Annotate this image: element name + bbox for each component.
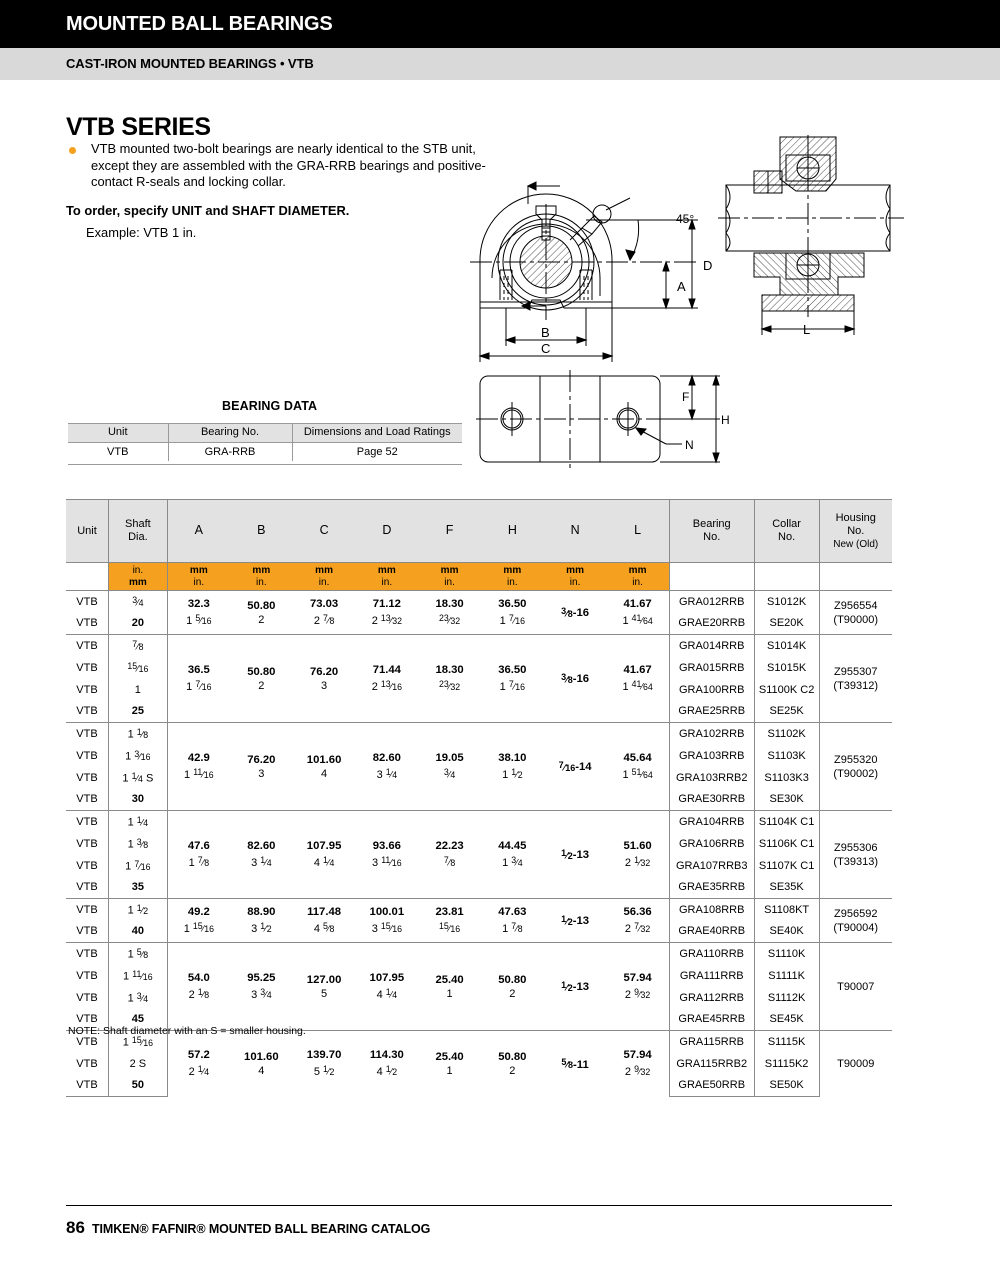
col-header-housing-no: Housing No. New (Old) [819,500,892,563]
cell-shaft-dia: 1 $^{15}⁄_{16}$ [109,1031,168,1053]
cell-shaft-dia: 1 $^3⁄_4$ [109,987,168,1009]
cell-collar-no: S1112K [754,987,819,1009]
cell-dim-A: 47.6 1 $^7⁄_8$ [167,811,230,899]
col-header-D: D [355,500,418,563]
units-cell-L: mm in. [606,563,669,591]
side-view-drawing [718,135,908,385]
cell-dim-A: 54.0 2 $^1⁄_8$ [167,943,230,1031]
footer-rule [66,1205,892,1206]
cell-collar-no: SE35K [754,877,819,899]
bullet-dot-icon [69,147,76,154]
table-note: NOTE: Shaft diameter with an S = smaller housing. [68,1025,306,1037]
cell-shaft-dia: $^3⁄_4$ [109,591,168,613]
cell-dim-H: 36.50 1 $^7⁄_{16}$ [481,635,544,723]
cell-collar-no: SE45K [754,1009,819,1031]
units-cell-collar [754,563,819,591]
cell-dim-B: 95.25 3 $^3⁄_4$ [230,943,293,1031]
cell-housing-no: Z955307 (T39312) [819,635,892,723]
cell-collar-no: S1110K [754,943,819,965]
cell-unit: VTB [76,793,98,806]
dim-label-D: D [703,258,713,273]
cell-bearing-no: GRAE45RRB [669,1009,754,1031]
units-cell-shaft: in. mm [109,563,168,591]
cell-dim-D: 82.60 3 $^1⁄_4$ [355,723,418,811]
bd-rule-top [68,423,462,424]
col-header-C: C [293,500,356,563]
cell-collar-no: SE20K [754,613,819,635]
cell-dim-A: 57.2 2 $^1⁄_4$ [167,1031,230,1097]
cell-dim-H: 47.63 1 $^7⁄_8$ [481,899,544,943]
dim-label-B: B [541,325,550,340]
plan-view-drawing [470,368,730,483]
cell-dim-F: 23.81 $^{15}⁄_{16}$ [418,899,481,943]
cell-dim-L: 41.67 1 $^{41}⁄_{64}$ [606,591,669,635]
cell-collar-no: S1103K [754,745,819,767]
cell-dim-N: $^7⁄_{16}-14$ [544,723,607,811]
cell-shaft-dia: 35 [109,877,168,899]
units-cell-unit [66,563,109,591]
cell-dim-B: 50.80 2 [230,635,293,723]
cell-shaft-dia: 1 $^7⁄_{16}$ [109,855,168,877]
cell-unit: VTB [66,1031,109,1053]
order-instruction: To order, specify UNIT and SHAFT DIAMETER. [66,203,350,218]
cell-bearing-no: GRA014RRB [669,635,754,657]
bd-header-bearing-no: Bearing No. [168,423,292,442]
page-subtitle: CAST-IRON MOUNTED BEARINGS • VTB [66,56,314,71]
cell-bearing-no: GRAE40RRB [669,921,754,943]
col-header-bearing-no: Bearing No. [669,500,754,563]
cell-unit: VTB [76,683,98,696]
page-header-bar [0,0,1000,48]
table-row [66,591,892,613]
cell-unit: VTB [76,617,98,630]
cell-collar-no: S1104K C1 [754,811,819,833]
dim-label-C: C [541,341,551,356]
cell-collar-no: S1111K [754,965,819,987]
cell-dim-A: 49.2 1 $^{15}⁄_{16}$ [167,899,230,943]
col-header-H: H [481,500,544,563]
units-cell-C: mm in. [293,563,356,591]
cell-dim-H: 44.45 1 $^3⁄_4$ [481,811,544,899]
specification-table-body [66,591,892,1097]
cell-shaft-dia: 1 $^1⁄_4$ S [109,767,168,789]
bd-header-dimensions: Dimensions and Load Ratings [292,423,462,442]
cell-collar-no: SE25K [754,701,819,723]
cell-bearing-no: GRA015RRB [669,657,754,679]
units-cell-housing [819,563,892,591]
cell-collar-no: S1115K [754,1031,819,1053]
cell-bearing-no: GRA112RRB [669,987,754,1009]
page-subheader-bar [0,48,1000,80]
units-cell-B: mm in. [230,563,293,591]
cell-dim-N: $^1⁄_2-13$ [544,899,607,943]
table-header-row-units [66,563,892,591]
cell-dim-D: 100.01 3 $^{15}⁄_{16}$ [355,899,418,943]
specification-table [66,499,892,1097]
cell-shaft-dia: $^{15}⁄_{16}$ [109,657,168,679]
cell-dim-C: 73.03 2 $^7⁄_8$ [293,591,356,635]
cell-collar-no: S1015K [754,657,819,679]
table-header-row-labels [66,500,892,563]
cell-dim-F: 25.40 1 [418,943,481,1031]
cell-unit: VTB [76,837,98,850]
cell-housing-no: Z956592 (T90004) [819,899,892,943]
cell-shaft-dia: $^7⁄_8$ [109,635,168,657]
cell-housing-no: T90009 [819,1031,892,1097]
cell-bearing-no: GRAE20RRB [669,613,754,635]
cell-collar-no: SE40K [754,921,819,943]
units-cell-A: mm in. [167,563,230,591]
cell-collar-no: S1103K3 [754,767,819,789]
cell-shaft-dia: 2 S [109,1053,168,1075]
cell-dim-C: 101.60 4 [293,723,356,811]
cell-dim-C: 127.00 5 [293,943,356,1031]
cell-collar-no: SE50K [754,1075,819,1097]
cell-dim-H: 50.80 2 [481,1031,544,1097]
cell-dim-B: 101.60 4 [230,1031,293,1097]
cell-dim-H: 50.80 2 [481,943,544,1031]
cell-unit: VTB [76,661,98,674]
cell-collar-no: S1108KT [754,899,819,921]
dim-label-F: F [682,390,690,404]
cell-dim-N: $^1⁄_2-13$ [544,811,607,899]
units-cell-bearing [669,563,754,591]
bd-header-unit: Unit [68,423,168,442]
cell-shaft-dia: 1 $^5⁄_8$ [109,943,168,965]
cell-bearing-no: GRAE50RRB [669,1075,754,1097]
cell-unit: VTB [76,969,98,982]
cell-bearing-no: GRA103RRB2 [669,767,754,789]
cell-housing-no: T90007 [819,943,892,1031]
cell-shaft-dia: 1 [109,679,168,701]
bearing-data-row [68,442,462,461]
intro-bullet-text: VTB mounted two-bolt bearings are nearly identical to the STB unit, except they are assembled with the GRA-RRB bearings and positive-contact R-seals and locking collar. [91,141,486,189]
cell-housing-no: Z955306 (T39313) [819,811,892,899]
table-row [66,811,892,833]
series-title: VTB SERIES [66,113,211,141]
cell-bearing-no: GRA106RRB [669,833,754,855]
cell-bearing-no: GRA111RRB [669,965,754,987]
cell-shaft-dia: 1 $^3⁄_8$ [109,833,168,855]
cell-dim-D: 114.30 4 $^1⁄_2$ [355,1031,418,1097]
table-row [66,723,892,745]
bd-cell-unit: VTB [107,445,129,458]
col-header-N: N [544,500,607,563]
units-cell-D: mm in. [355,563,418,591]
cell-collar-no: S1107K C1 [754,855,819,877]
cell-collar-no: S1102K [754,723,819,745]
cell-unit: VTB [66,591,109,613]
cell-dim-D: 71.44 2 $^{13}⁄_{16}$ [355,635,418,723]
cell-bearing-no: GRA102RRB [669,723,754,745]
intro-bullet-block [66,141,486,191]
cell-dim-L: 56.36 2 $^7⁄_{32}$ [606,899,669,943]
cell-unit: VTB [66,811,109,833]
cell-bearing-no: GRA110RRB [669,943,754,965]
cell-unit: VTB [76,859,98,872]
cell-dim-L: 45.64 1 $^{51}⁄_{64}$ [606,723,669,811]
col-header-B: B [230,500,293,563]
cell-dim-L: 57.94 2 $^9⁄_{32}$ [606,1031,669,1097]
cell-shaft-dia: 45 [109,1009,168,1031]
cell-unit: VTB [66,899,109,921]
cell-bearing-no: GRA115RRB [669,1031,754,1053]
cell-bearing-no: GRA103RRB [669,745,754,767]
cell-dim-F: 18.30 $^{23}⁄_{32}$ [418,591,481,635]
cell-shaft-dia: 1 $^1⁄_2$ [109,899,168,921]
col-header-A: A [167,500,230,563]
cell-dim-H: 38.10 1 $^1⁄_2$ [481,723,544,811]
cell-dim-N: $^3⁄_8-16$ [544,591,607,635]
cell-bearing-no: GRA115RRB2 [669,1053,754,1075]
cell-housing-no: Z956554 (T90000) [819,591,892,635]
cell-unit: VTB [76,991,98,1004]
table-row [66,899,892,921]
cell-dim-H: 36.50 1 $^7⁄_{16}$ [481,591,544,635]
cell-dim-F: 22.23 $^7⁄_8$ [418,811,481,899]
cell-dim-F: 25.40 1 [418,1031,481,1097]
cell-dim-B: 50.80 2 [230,591,293,635]
cell-unit: VTB [76,749,98,762]
table-row [66,943,892,965]
cell-dim-A: 36.5 1 $^7⁄_{16}$ [167,635,230,723]
cell-dim-B: 88.90 3 $^1⁄_2$ [230,899,293,943]
cell-housing-no: Z955320 (T90002) [819,723,892,811]
cell-bearing-no: GRA012RRB [669,591,754,613]
cell-dim-N: $^5⁄_8-11$ [544,1031,607,1097]
units-cell-H: mm in. [481,563,544,591]
dim-label-H: H [721,413,730,427]
page-number: 86 [66,1218,85,1237]
dim-label-45deg: 45° [676,212,695,226]
cell-dim-A: 42.9 1 $^{11}⁄_{16}$ [167,723,230,811]
cell-dim-B: 76.20 3 [230,723,293,811]
cell-unit: VTB [66,635,109,657]
cell-dim-N: $^3⁄_8-16$ [544,635,607,723]
bearing-data-header-row [68,423,462,442]
col-header-collar-no: Collar No. [754,500,819,563]
cell-bearing-no: GRA104RRB [669,811,754,833]
bearing-data-title: BEARING DATA [222,399,318,413]
cell-shaft-dia: 40 [109,921,168,943]
cell-dim-N: $^1⁄_2-13$ [544,943,607,1031]
table-row [66,635,892,657]
cell-collar-no: S1100K C2 [754,679,819,701]
footer-text: TIMKEN® FAFNIR® MOUNTED BALL BEARING CATALOG [92,1222,431,1236]
cell-dim-F: 18.30 $^{23}⁄_{32}$ [418,635,481,723]
bearing-data-table [68,423,462,461]
order-example: Example: VTB 1 in. [86,225,197,240]
col-header-F: F [418,500,481,563]
cell-unit: VTB [76,1057,98,1070]
cell-shaft-dia: 1 $^3⁄_{16}$ [109,745,168,767]
bd-cell-bearing-no: GRA-RRB [168,442,292,461]
cell-dim-A: 32.3 1 $^5⁄_{16}$ [167,591,230,635]
col-header-L: L [606,500,669,563]
cell-dim-D: 107.95 4 $^1⁄_4$ [355,943,418,1031]
cell-shaft-dia: 25 [109,701,168,723]
cell-unit: VTB [66,943,109,965]
cell-collar-no: SE30K [754,789,819,811]
cell-dim-D: 93.66 3 $^{11}⁄_{16}$ [355,811,418,899]
cell-shaft-dia: 1 $^1⁄_4$ [109,811,168,833]
cell-dim-C: 76.20 3 [293,635,356,723]
cell-dim-F: 19.05 $^3⁄_4$ [418,723,481,811]
cell-dim-C: 117.48 4 $^5⁄_8$ [293,899,356,943]
cell-dim-L: 51.60 2 $^1⁄_{32}$ [606,811,669,899]
bd-rule-bottom [68,464,462,465]
cell-shaft-dia: 20 [109,613,168,635]
units-cell-N: mm in. [544,563,607,591]
cell-dim-L: 41.67 1 $^{41}⁄_{64}$ [606,635,669,723]
cell-dim-D: 71.12 2 $^{13}⁄_{32}$ [355,591,418,635]
cell-bearing-no: GRAE35RRB [669,877,754,899]
units-cell-F: mm in. [418,563,481,591]
cell-shaft-dia: 30 [109,789,168,811]
cell-bearing-no: GRAE30RRB [669,789,754,811]
dim-label-A: A [677,279,686,294]
cell-bearing-no: GRA100RRB [669,679,754,701]
dim-label-L: L [803,322,811,337]
cell-unit: VTB [66,1075,109,1097]
page-title: MOUNTED BALL BEARINGS [66,13,333,35]
cell-unit: VTB [76,1013,98,1026]
dim-label-N: N [685,438,694,452]
cell-bearing-no: GRA107RRB3 [669,855,754,877]
cell-unit: VTB [76,881,98,894]
front-view-drawing [470,110,730,375]
cell-dim-B: 82.60 3 $^1⁄_4$ [230,811,293,899]
cell-bearing-no: GRA108RRB [669,899,754,921]
cell-collar-no: S1115K2 [754,1053,819,1075]
cell-collar-no: S1014K [754,635,819,657]
cell-shaft-dia: 1 $^{11}⁄_{16}$ [109,965,168,987]
cell-unit: VTB [66,723,109,745]
col-header-unit: Unit [66,500,109,563]
cell-unit: VTB [76,771,98,784]
cell-collar-no: S1106K C1 [754,833,819,855]
cell-bearing-no: GRAE25RRB [669,701,754,723]
cell-shaft-dia: 1 $^1⁄_8$ [109,723,168,745]
cell-dim-C: 107.95 4 $^1⁄_4$ [293,811,356,899]
cell-collar-no: S1012K [754,591,819,613]
cell-dim-C: 139.70 5 $^1⁄_2$ [293,1031,356,1097]
cell-shaft-dia: 50 [109,1075,168,1097]
cell-dim-L: 57.94 2 $^9⁄_{32}$ [606,943,669,1031]
col-header-shaft-dia: Shaft Dia. [109,500,168,563]
cell-unit: VTB [76,925,98,938]
cell-unit: VTB [76,705,98,718]
bd-cell-page-ref: Page 52 [292,442,462,461]
